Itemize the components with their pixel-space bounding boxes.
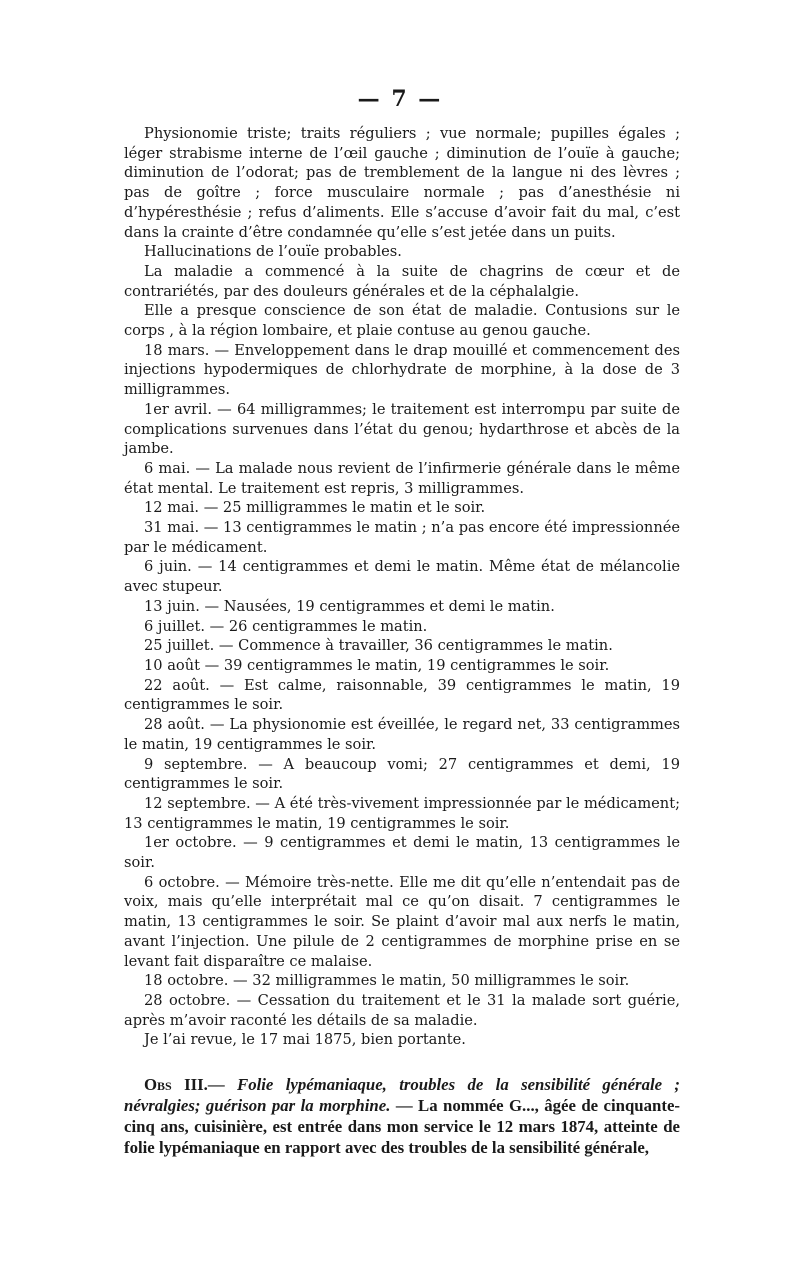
paragraph: Je l’ai revue, le 17 mai 1875, bien portante.	[144, 1031, 466, 1049]
observation-dash: —	[207, 1075, 238, 1095]
page-number: — 7 —	[357, 86, 443, 112]
paragraph: 22 août. — Est calme, raisonnable, 39 centigrammes le matin, 19 centigrammes le soir.	[124, 676, 680, 714]
paragraph: 10 août — 39 centigrammes le matin, 19 centigrammes le soir.	[144, 656, 610, 674]
paragraph: 13 juin. — Nausées, 19 centigrammes et demi le matin.	[144, 597, 555, 615]
paragraph: 1er avril. — 64 milligrammes; le traitement est interrompu par suite de complications survenues dans l’état du genou; hydarthrose et abcès de la jambe.	[124, 400, 680, 458]
paragraph: 31 mai. — 13 centigrammes le matin ; n’a pas encore été impressionnée par le médicament.	[124, 519, 680, 556]
paragraph: 6 mai. — La malade nous revient de l’infirmerie générale dans le même état mental. Le traitement est repris, 3 milligrammes.	[124, 459, 680, 497]
paragraph: 6 octobre. — Mémoire très-nette. Elle me dit qu’elle n’entendait pas de voix, mais qu’elle interprétait mal ce qu’on disait. 7 centigrammes le matin, 13 centigrammes le soir. Se plaint d’avoir mal aux nerfs le matin, avant l’injection. Une pilule de 2 centigrammes de morphine prise en se levant fait disparaître ce malaise.	[124, 873, 680, 970]
paragraph: 18 octobre. — 32 milligrammes le matin, 50 milligrammes le soir.	[144, 972, 630, 990]
observation-label: Obs III.	[144, 1075, 208, 1095]
paragraph: 1er octobre. — 9 centigrammes et demi le matin, 13 centigrammes le soir.	[124, 834, 680, 872]
paragraph: Physionomie triste; traits réguliers ; vue normale; pupilles égales ; léger strabisme interne de l’œil gauche ; diminution de l’ouïe à gauche; diminution de l’odorat; pas de tremblement de la langue ni des lèvres ; pas de goître ; force musculaire normale ; pas d’anesthésie ni d’hypéresthésie ; refus d’aliments. Elle s’accuse d’avoir fait du mal, c’est dans la crainte d’être condamnée qu’elle s’est jetée dans un puits.	[124, 125, 680, 241]
paragraph: 6 juin. — 14 centigrammes et demi le matin. Même état de mélancolie avec stupeur.	[124, 558, 680, 596]
paragraph: 25 juillet. — Commence à travailler, 36 centigrammes le matin.	[144, 637, 613, 655]
paragraph: Hallucinations de l’ouïe probables.	[144, 243, 402, 261]
paragraph: La maladie a commencé à la suite de chagrins de cœur et de contrariétés, par des douleurs générales et de la céphalalgie.	[124, 262, 680, 300]
paragraph: 6 juillet. — 26 centigrammes le matin.	[144, 617, 428, 635]
paragraph: 12 mai. — 25 milligrammes le matin et le soir.	[144, 499, 486, 517]
paragraph: 28 octobre. — Cessation du traitement et le 31 la malade sort guérie, après m’avoir raconté les détails de sa maladie.	[124, 991, 680, 1029]
observation-text: — La nommée G..., âgée de cinquante-cinq ans, cuisinière, est entrée dans mon service le 12 mars 1874, atteinte de folie lypémaniaque en rapport avec des troubles de la sensibilité générale,	[124, 1096, 680, 1158]
paragraph: 12 septembre. — A été très-vivement impressionnée par le médicament; 13 centigrammes le matin, 19 centigrammes le soir.	[124, 794, 680, 832]
paragraph: 18 mars. — Enveloppement dans le drap mouillé et commencement des injections hypodermiques de chlorhydrate de morphine, à la dose de 3 milligrammes.	[124, 341, 680, 399]
observation-title: Folie lypémaniaque, troubles de la sensibilité générale ; névralgies; guérison par la morphine.	[124, 1075, 681, 1116]
page-body	[124, 124, 680, 1158]
paragraph: 9 septembre. — A beaucoup vomi; 27 centigrammes et demi, 19 centigrammes le soir.	[124, 755, 680, 793]
paragraph: 28 août. — La physionomie est éveillée, le regard net, 33 centigrammes le matin, 19 centigrammes le soir.	[124, 716, 680, 753]
observation-paragraph	[124, 1074, 680, 1158]
paragraph: Elle a presque conscience de son état de maladie. Contusions sur le corps , à la région lombaire, et plaie contuse au genou gauche.	[124, 302, 680, 340]
